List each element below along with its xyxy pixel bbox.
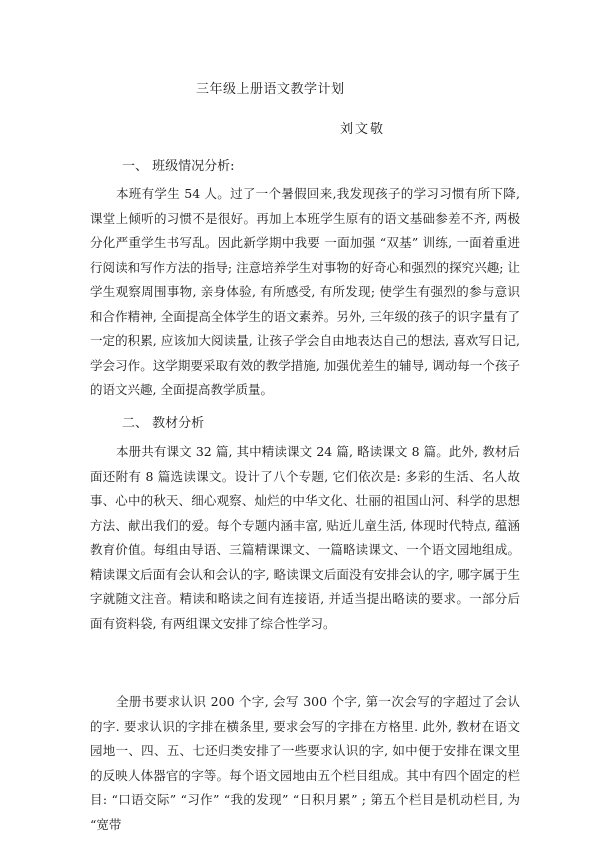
paragraph-textbook-analysis: 本册共有课文 32 篇, 其中精读课文 24 篇, 略读课文 8 篇。此外, 教材后面还附有 8 篇选读课文。设计了八个专题, 它们依次是: 多彩的生活、名人故事、心中的秋天、细心观察、灿烂的中华文化、壮丽的祖国山河、科学的思想方法、献出我们的爱。每个专题内涵丰富, 贴近儿童生活, 体现时代特点, 蕴涵教育价值。每组由导语、三篇精课课文、一篇略读课文、一个语文园地组成。精读课文后面有会认和会认的字, 略读课文后面没有安排会认的字, 哪字属于生字就随文注音。精读和略读之间有连接语, 并适当提出略读的要求。一部分后面有资料袋, 有两组课文安排了综合性学习。 <box>90 444 520 631</box>
paragraph-character-requirements: 全册书要求认识 200 个字, 会写 300 个字, 第一次会写的字超过了会认的字. 要求认识的字排在横条里, 要求会写的字排在方格里. 此外, 教材在语文园地一、四、五、七还归类安排了一些要求认识的字, 如中便于安排在课文里的反映人体器官的字等。每个语文园地由五个栏目组成。其中有四个固定的栏目: “口语交际” “习作” “我的发现” “日积月累” ; 第五个栏目是机动栏目, 为 “宽带 <box>90 694 520 832</box>
section-heading-class-analysis: 一、 班级情况分析: <box>122 159 235 174</box>
document-author: 刘文敬 <box>340 122 386 137</box>
section-heading-textbook-analysis: 二、 教材分析 <box>122 416 205 431</box>
paragraph-class-analysis: 本班有学生 54 人。过了一个暑假回来,我发现孩子的学习习惯有所下降, 课堂上倾听的习惯不是很好。再加上本班学生原有的语文基础参差不齐, 两极分化严重学生书写乱。因此新学期中我要 一面加强 “双基” 训练, 一面着重进行阅读和写作方法的指导; 注意培养学生对事物的好奇心和强烈的探究兴趣; 让学生观察周围事物, 亲身体验, 有所感受, 有所发现; 使学生有强烈的参与意识和合作精神, 全面提高全体学生的语文素养。另外, 三年级的孩子的识字量有了一定的积累, 应该加大阅读量, 让孩子学会自由地表达自己的想法, 喜欢写日记, 学会习作。这学期要采取有效的教学措施, 加强优差生的辅导, 调动每一个孩子的语文兴趣, 全面提高教学质量。 <box>90 186 520 397</box>
document-title: 三年级上册语文教学计划 <box>196 82 345 97</box>
